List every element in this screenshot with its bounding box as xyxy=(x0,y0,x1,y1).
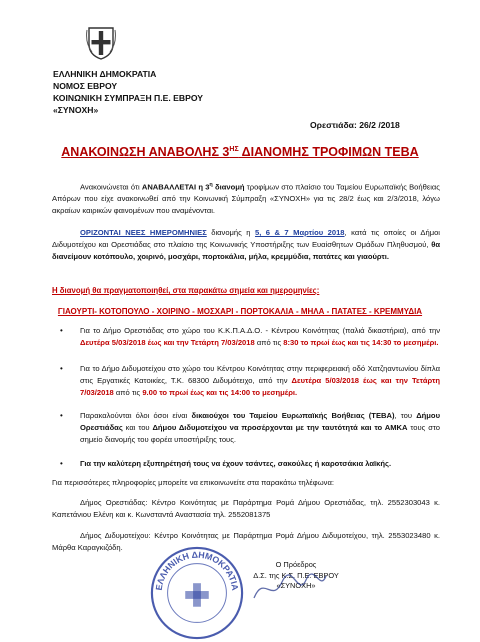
contact-didymoteicho: Δήμος Διδυμοτείχου: Κέντρο Κοινότητας με Παράρτημα Ρομά Δήμου Διδυμοτείχου, τηλ. 2553023480 κ. Μάρθα Καραγκιζόδη. xyxy=(52,531,440,552)
signoff-org: «ΣΥΝΟΧΗ» xyxy=(276,581,316,590)
para1-rest: τροφίμων στο πλαίσιο του Ταμείου Ευρωπαϊκής Βοήθειας Απόρων που είχε ανακοινωθεί από την Κοινωνική Σύμπραξη «ΣΥΝΟΧΗ» για τις 28/2 έως και 2/3/2018, λόγω ακραίων καιρικών φαινομένων που αναμένονται. xyxy=(52,182,440,216)
header-line-4: «ΣΥΝΟΧΗ» xyxy=(53,105,99,115)
list-item-bags xyxy=(60,458,440,470)
signoff-board: Δ.Σ. της Κ.Σ. Π.Ε. ΕΒΡΟΥ xyxy=(253,570,339,580)
distribution-word: διανομή xyxy=(212,182,245,192)
bullet-icon: • xyxy=(60,326,63,335)
didymoteicho-connector: από τις xyxy=(113,387,143,397)
contact-orestiada: Δήμος Ορεστιάδας: Κέντρο Κοινότητας με Παράρτημα Ρομά Δήμου Ορεστιάδας, τηλ. 2552303043 κ. Καπετάνιου Ελένη και κ. Κωνσταντά Αναστασία τηλ. 2552081375 xyxy=(52,498,440,519)
para2-middle: , κατά τις οποίες οι Δήμοι Διδυμοτείχου και Ορεστιάδας στο πλαίσιο της Κοινωνικής Υποστήριξης των Ευαίσθητων Ομάδων Πληθυσμού, xyxy=(52,228,440,249)
distribution-points-heading: Η διανομή θα πραγματοποιηθεί, στα παρακάτω σημεία και ημερομηνίες: xyxy=(52,286,320,295)
announcement-paragraph xyxy=(52,180,440,217)
eligibility-connector-1: , του xyxy=(394,411,417,420)
info-intro: Για περισσότερες πληροφορίες μπορείτε να επικοινωνείτε στα παρακάτω τηλέφωνα: xyxy=(52,478,334,487)
bullet-icon: • xyxy=(60,411,63,420)
orestiada-hours: 8:30 το πρωί έως και τις 14:30 το μεσημέρι. xyxy=(283,337,439,347)
signature-scribble xyxy=(250,568,330,608)
postponed-phrase: ΑΝΑΒΑΛΛΕΤΑΙ η 3 xyxy=(141,182,210,192)
bullet-icon: • xyxy=(60,459,63,468)
para1-text: Ανακοινώνεται ότι xyxy=(80,182,142,192)
document-date: Ορεστιάδα: 26/2 /2018 xyxy=(310,120,400,130)
orestiada-dates: Δευτέρα 5/03/2018 έως και την Τετάρτη 7/03/2018 xyxy=(80,337,255,347)
ordinal-superscript: η xyxy=(209,182,213,188)
signoff-role: Ο Πρόεδρος xyxy=(275,560,317,569)
products-banner: ΓΙΑΟΥΡΤΙ- ΚΟΤΟΠΟΥΛΟ - ΧΟΙΡΙΝΟ - ΜΟΣΧΑΡΙ - ΠΟΡΤΟΚΑΛΙΑ - ΜΗΛΑ - ΠΑΤΑΤΕΣ - ΚΡΕΜΜΥΔΙΑ xyxy=(57,307,423,316)
list-item-eligibility xyxy=(60,410,440,445)
eligibility-rest: τους στο σημείο διανομής του φορέα υποστήριξης τους. xyxy=(80,422,440,444)
document-title xyxy=(0,145,480,159)
title-superscript: ΗΣ xyxy=(229,145,239,153)
stamp-text: ΕΛΛΗΝΙΚΗ ΔΗΜΟΚΡΑΤΙΑ xyxy=(153,549,241,592)
bags-text: Για την καλύτερη εξυπηρέτησή τους να έχουν τσάντες, σακούλες ή καροτσάκια λαϊκής. xyxy=(80,459,392,468)
id-requirement: Δήμου Διδυμοτείχου να προσέρχονται με την ταυτότητά και το ΑΜΚΑ xyxy=(152,422,408,432)
new-dates-paragraph xyxy=(52,227,440,262)
didymoteicho-hours: 9.00 το πρωί έως και τις 14:00 το μεσημέρι. xyxy=(142,387,298,397)
official-stamp xyxy=(148,544,246,642)
new-dates-heading: ΟΡΙΖΟΝΤΑΙ ΝΕΕΣ ΗΜΕΡΟΜΗΝΙΕΣ xyxy=(80,228,207,237)
eligibility-text: Παρακαλούνται όλοι όσοι είναι xyxy=(80,411,192,420)
header-line-3: ΚΟΙΝΩΝΙΚΗ ΣΥΜΠΡΑΞΗ Π.Ε. ΕΒΡΟΥ xyxy=(53,93,203,103)
issuer-header xyxy=(53,68,203,116)
header-line-1: ΕΛΛΗΝΙΚΗ ΔΗΜΟΚΡΑΤΙΑ xyxy=(53,69,157,79)
title-part-1: ΑΝΑΚΟΙΝΩΣΗ ΑΝΑΒΟΛΗΣ 3 xyxy=(61,145,230,159)
new-dates-value: 5, 6 & 7 Μαρτίου 2018 xyxy=(254,228,345,237)
didymoteicho-location: Για το Δήμο Διδυμοτείχου στο χώρο του Κέντρου Κοινότητας στην περιφερειακή οδό Χατζηαντωνίου δίπλα στις Εργατικές Κατοικίες, Τ.Κ. 68300 Διδυμότειχο, από την xyxy=(80,364,440,385)
orestiada-municipality: Δήμου Ορεστιάδας xyxy=(80,411,440,432)
list-item-didymoteicho xyxy=(60,363,440,398)
orestiada-connector: από τις xyxy=(254,337,284,347)
didymoteicho-dates: Δευτέρα 5/03/2018 έως και την Τετάρτη 7/03/2018 xyxy=(80,375,440,397)
para2-text: διανομής η xyxy=(206,228,255,237)
list-item-orestiada xyxy=(60,325,440,349)
bullet-icon: • xyxy=(60,364,63,373)
tev-beneficiaries: δικαιούχοι του Ταμείου Ευρωπαϊκής Βοήθειας (ΤΕΒΑ) xyxy=(191,411,395,420)
header-line-2: ΝΟΜΟΣ ΕΒΡΟΥ xyxy=(53,81,118,91)
orestiada-location: Για το Δήμο Ορεστιάδας στο χώρο του Κ.Κ.Π.Α.Δ.Ο. - Κέντρου Κοινότητας (παλιά δικαστήρια), από την xyxy=(80,326,440,335)
eligibility-connector-2: και του xyxy=(122,422,153,432)
greek-emblem-icon xyxy=(86,26,116,60)
title-part-2: ΔΙΑΝΟΜΗΣ ΤΡΟΦΙΜΩΝ ΤΕΒΑ xyxy=(238,145,419,159)
products-list-text: θα διανείμουν κοτόπουλο, χοιρινό, μοσχάρι, πορτοκάλια, μήλα, κρεμμύδια, πατάτες και γιαούρτι. xyxy=(52,239,440,261)
